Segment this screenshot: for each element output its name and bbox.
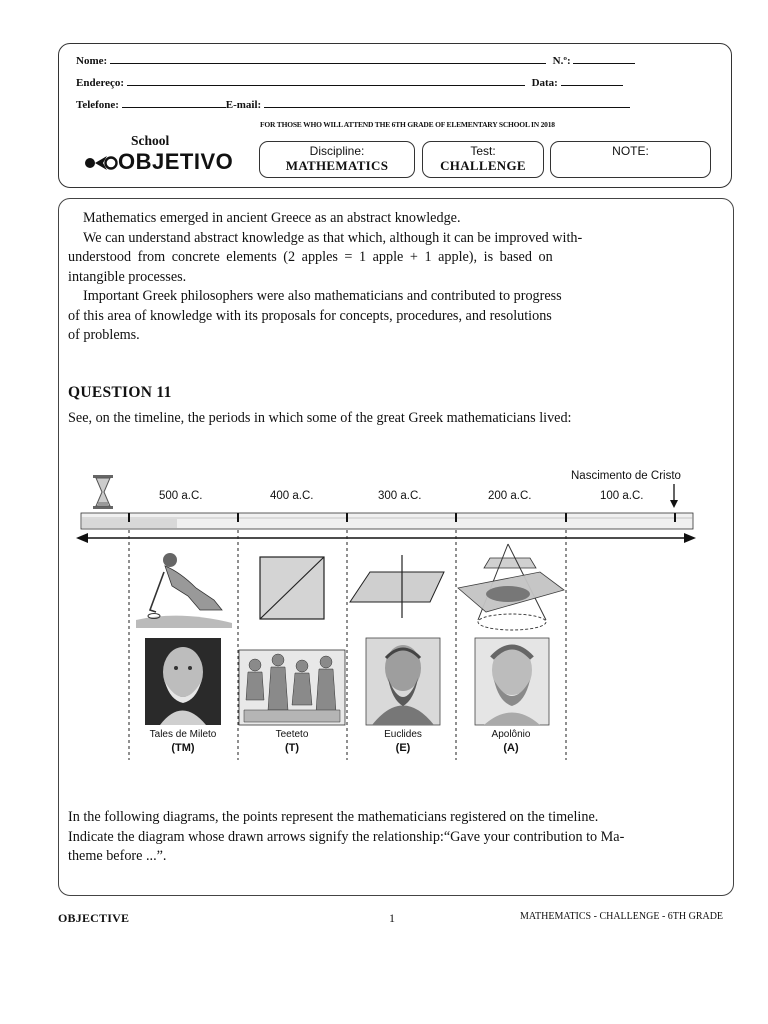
- instruction-line: theme before ...”.: [68, 848, 167, 864]
- address-row: [76, 75, 623, 89]
- period-label: 200 a.C.: [488, 490, 532, 502]
- square-diagonal-illustration: [260, 557, 324, 619]
- period-label: 300 a.C.: [378, 490, 422, 502]
- objetivo-logo-mark-icon: [83, 153, 123, 173]
- discipline-box: [259, 141, 415, 178]
- phone-field[interactable]: [122, 97, 226, 108]
- intro-line: Important Greek philosophers were also mathematicians and contributed to progress: [83, 288, 562, 304]
- mathematician-abbr: (T): [284, 742, 300, 754]
- intro-line: We can understand abstract knowledge as that which, although it can be improved with-: [83, 229, 583, 246]
- name-field[interactable]: [110, 53, 546, 64]
- mathematician-abbr: (TM): [171, 742, 195, 754]
- logo-name: OBJETIVO: [118, 149, 234, 174]
- birth-of-christ-label: Nascimento de Cristo: [571, 470, 681, 482]
- discipline-value: MATHEMATICS: [285, 158, 389, 173]
- birth-marker-arrow-icon: [670, 484, 678, 508]
- intro-line: of this area of knowledge with its proposals for concepts, procedures, and resolutions: [68, 307, 552, 324]
- date-label: Data:: [531, 77, 558, 89]
- intro-paragraph: [68, 209, 650, 346]
- footer-brand: OBJECTIVE: [58, 911, 130, 925]
- period-label: 400 a.C.: [270, 490, 314, 502]
- apollonius-portrait: [475, 638, 549, 725]
- discipline-label: Discipline:: [309, 144, 365, 158]
- mathematician-abbr: (E): [395, 742, 411, 754]
- question-prompt: See, on the timeline, the periods in which some of the great Greek mathematicians lived:: [68, 410, 572, 426]
- period-label: 100 a.C.: [600, 490, 644, 502]
- name-label: Nome:: [76, 55, 108, 67]
- intro-line: understood from concrete elements (2 apples = 1 apple + 1 apple), is based on: [68, 249, 553, 265]
- grade-notice: FOR THOSE WHO WILL ATTEND THE 6TH GRADE OF ELEMENTARY SCHOOL IN 2018: [260, 120, 555, 129]
- conic-section-illustration: [458, 544, 564, 630]
- test-label: Test:: [470, 144, 496, 158]
- theaetetus-group-illustration: [239, 650, 345, 725]
- test-box: [422, 141, 544, 178]
- intro-line: Mathematics emerged in ancient Greece as an abstract knowledge.: [83, 210, 461, 226]
- euclid-portrait: [366, 638, 440, 725]
- mathematician-name: Apolônio: [491, 729, 531, 740]
- mathematician-name: Teeteto: [275, 729, 309, 740]
- mathematician-name: Tales de Mileto: [149, 729, 217, 740]
- number-field[interactable]: [573, 53, 635, 64]
- phone-row: [76, 97, 630, 111]
- note-box: [550, 141, 711, 178]
- logo-school-label: School: [131, 133, 170, 148]
- thales-drawing-illustration: [134, 550, 234, 628]
- phone-label: Telefone:: [76, 99, 119, 111]
- name-row: [76, 53, 635, 67]
- timeline-diagram: [0, 460, 768, 770]
- number-label: N.º:: [552, 55, 571, 67]
- mathematician-name: Euclides: [384, 729, 422, 740]
- instruction-line: Indicate the diagram whose drawn arrows signify the relationship:“Gave your contribution to Ma-: [68, 828, 625, 845]
- intro-line: intangible processes.: [68, 268, 187, 285]
- mathematician-abbr: (A): [503, 742, 519, 754]
- question-instructions: [68, 808, 624, 867]
- note-label: NOTE:: [612, 144, 649, 158]
- period-label: 500 a.C.: [159, 490, 203, 502]
- address-label: Endereço:: [76, 77, 125, 89]
- address-field[interactable]: [127, 75, 525, 86]
- thales-portrait: [145, 638, 221, 725]
- test-value: CHALLENGE: [440, 158, 526, 173]
- question-title: QUESTION 11: [68, 384, 172, 401]
- email-label: E-mail:: [225, 99, 262, 111]
- instruction-line: In the following diagrams, the points represent the mathematicians registered on the timeline.: [68, 809, 599, 825]
- double-arrow-icon: [76, 533, 696, 543]
- footer-subject: MATHEMATICS - CHALLENGE - 6TH GRADE: [520, 911, 724, 922]
- page-number: 1: [389, 911, 395, 925]
- plane-line-illustration: [350, 555, 444, 618]
- hourglass-icon: [93, 475, 113, 509]
- date-field[interactable]: [561, 75, 623, 86]
- email-field[interactable]: [264, 97, 630, 108]
- intro-line: of problems.: [68, 327, 140, 343]
